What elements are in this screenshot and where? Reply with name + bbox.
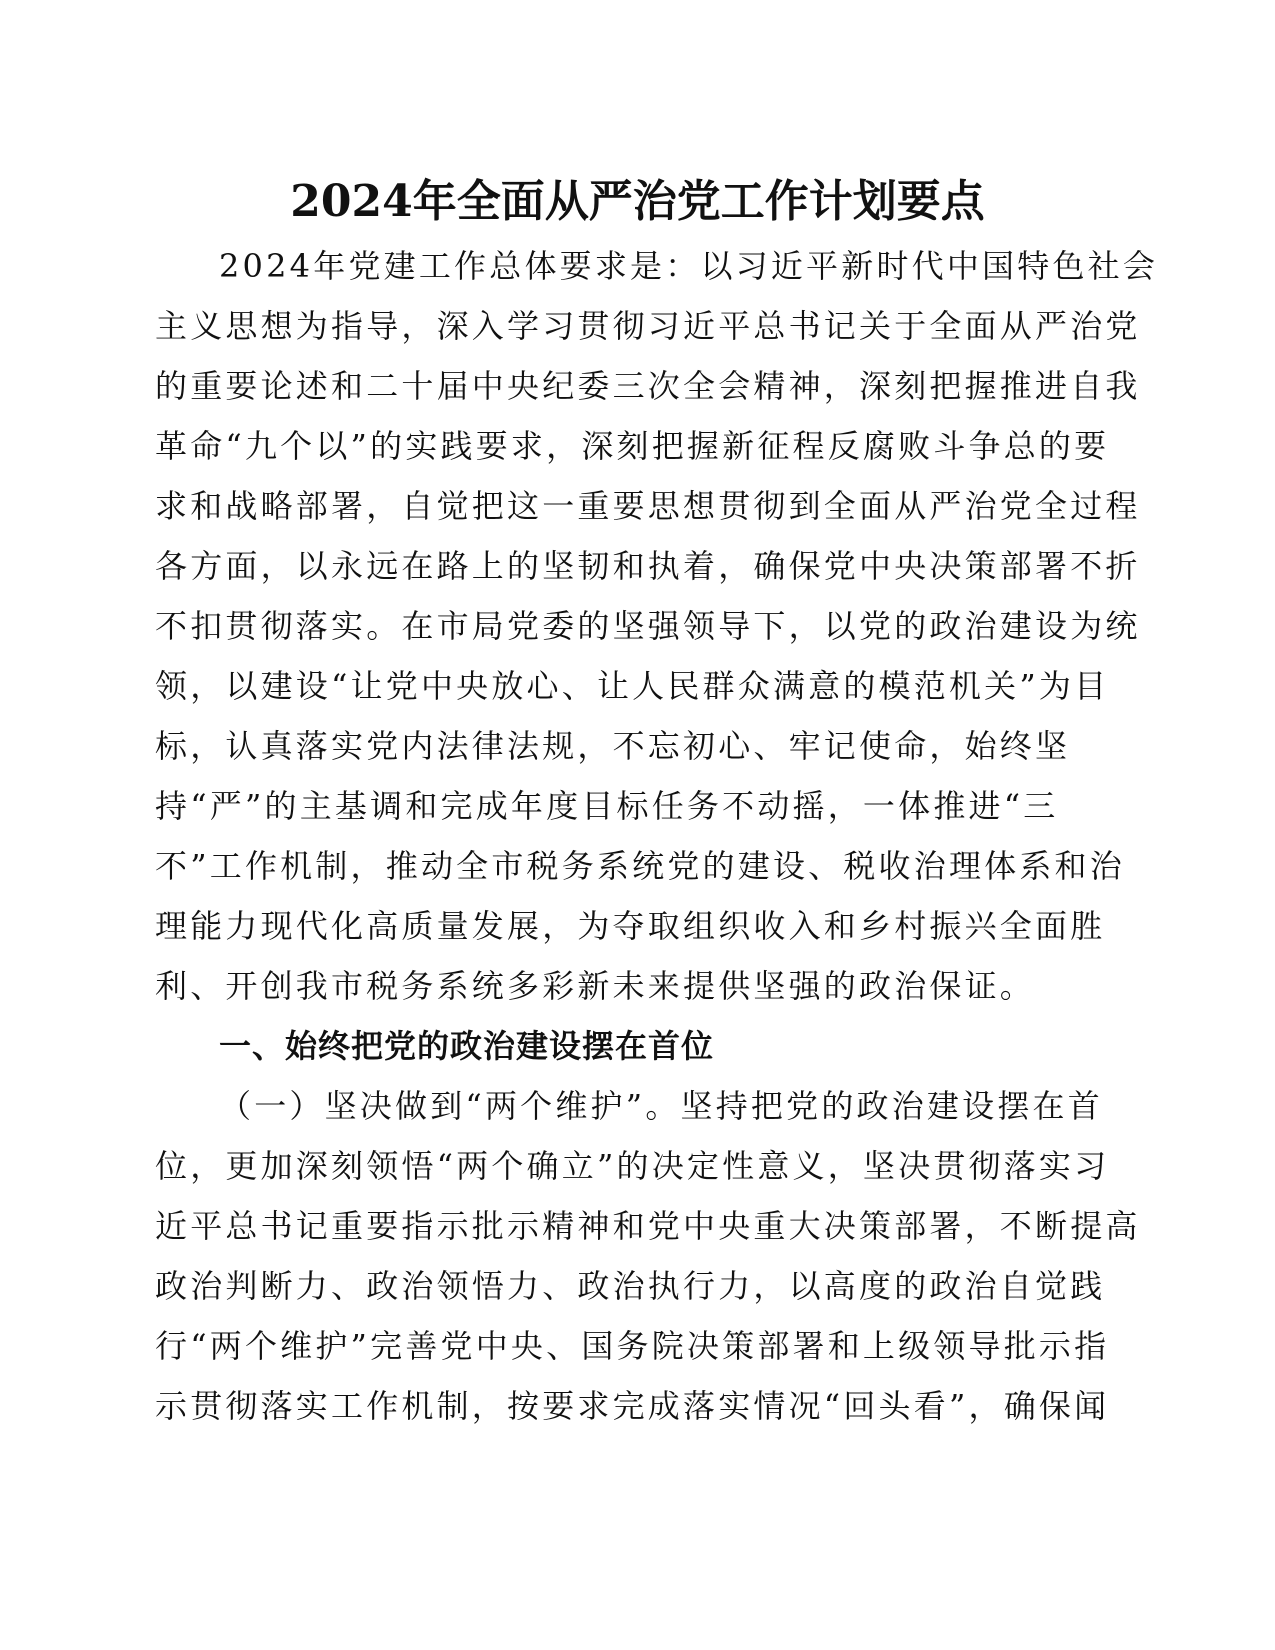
paragraph-line: 求和战略部署，自觉把这一重要思想贯彻到全面从严治党全过程 <box>155 487 1141 525</box>
paragraph-line: 各方面，以永远在路上的坚韧和执着，确保党中央决策部署不折 <box>155 547 1141 585</box>
paragraph-line: 持“严”的主基调和完成年度目标任务不动摇，一体推进“三 <box>155 787 1059 825</box>
paragraph-line: 不扣贯彻落实。在市局党委的坚强领导下，以党的政治建设为统 <box>155 607 1141 645</box>
paragraph-line: 位，更加深刻领悟“两个确立”的决定性意义，坚决贯彻落实习 <box>155 1147 1110 1185</box>
section-heading: 一、始终把党的政治建设摆在首位 <box>219 1027 715 1065</box>
paragraph-line: 政治判断力、政治领悟力、政治执行力，以高度的政治自觉践 <box>155 1267 1106 1305</box>
paragraph-line: 示贯彻落实工作机制，按要求完成落实情况“回头看”，确保闻 <box>155 1387 1110 1425</box>
paragraph-line: 革命“九个以”的实践要求，深刻把握新征程反腐败斗争总的要 <box>155 427 1110 465</box>
document-title: 2024年全面从严治党工作计划要点 <box>290 176 985 227</box>
paragraph-line: 理能力现代化高质量发展，为夺取组织收入和乡村振兴全面胜 <box>155 907 1106 945</box>
paragraph-line: 主义思想为指导，深入学习贯彻习近平总书记关于全面从严治党 <box>155 307 1141 345</box>
paragraph-line: 标，认真落实党内法律法规，不忘初心、牢记使命，始终坚 <box>155 727 1071 765</box>
paragraph-line: （一）坚决做到“两个维护”。坚持把党的政治建设摆在首 <box>219 1087 1103 1125</box>
paragraph-line: 行“两个维护”完善党中央、国务院决策部署和上级领导批示指 <box>155 1327 1110 1365</box>
paragraph-line: 2024年党建工作总体要求是：以习近平新时代中国特色社会 <box>219 247 1159 285</box>
document-body <box>155 236 1159 1436</box>
paragraph-line: 利、开创我市税务系统多彩新未来提供坚强的政治保证。 <box>155 967 1036 1005</box>
paragraph-line: 领，以建设“让党中央放心、让人民群众满意的模范机关”为目 <box>155 667 1110 705</box>
paragraph-line: 近平总书记重要指示批示精神和党中央重大决策部署，不断提高 <box>155 1207 1141 1245</box>
paragraph-line: 不”工作机制，推动全市税务系统党的建设、税收治理体系和治 <box>155 847 1125 885</box>
paragraph-line: 的重要论述和二十届中央纪委三次全会精神，深刻把握推进自我 <box>155 367 1141 405</box>
